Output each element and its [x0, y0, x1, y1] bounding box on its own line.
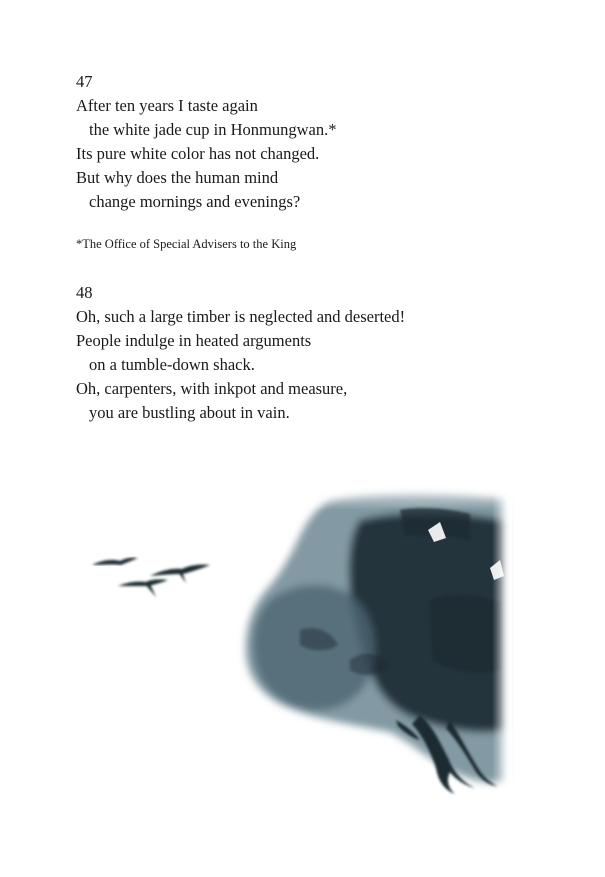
bird-icon [92, 558, 138, 565]
bird-icon [118, 579, 168, 597]
poem-48 [76, 281, 576, 425]
poem-line: After ten years I taste again [76, 96, 258, 115]
poem-line: change mornings and evenings? [89, 192, 301, 211]
poem-line: But why does the human mind [76, 168, 279, 187]
ink-painting-illustration [0, 480, 605, 810]
poem-line: Its pure white color has not changed. [76, 144, 320, 163]
poem-number: 48 [76, 283, 93, 302]
poem-number: 47 [76, 72, 93, 91]
footnote: *The Office of Special Advisers to the King [76, 237, 297, 251]
poem-line: you are bustling about in vain. [89, 403, 290, 422]
poem-line: on a tumble-down shack. [89, 355, 255, 374]
poem-line: Oh, carpenters, with inkpot and measure, [76, 379, 348, 398]
poem-47 [76, 70, 576, 214]
poem-line: the white jade cup in Honmungwan.* [89, 120, 337, 139]
poem-line: People indulge in heated arguments [76, 331, 312, 350]
poem-line: Oh, such a large timber is neglected and deserted! [76, 307, 406, 326]
